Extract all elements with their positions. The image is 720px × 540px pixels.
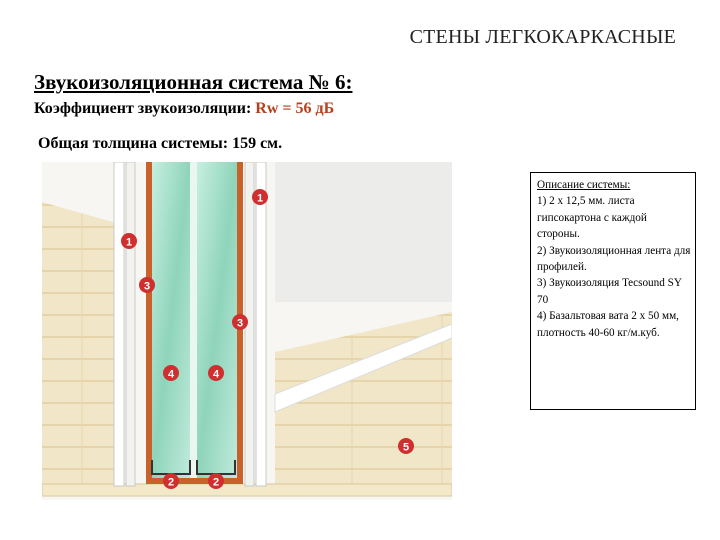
system-title: Звукоизоляционная система № 6: [34, 70, 353, 94]
stud-bottom [146, 478, 243, 484]
description-title: Описание системы: [537, 179, 631, 191]
gypsum-left-outer [114, 162, 124, 486]
description-item-1: 1) 2 х 12,5 мм. листа гипсокартона с каждой стороны. [537, 195, 647, 241]
system-description [530, 172, 696, 410]
coefficient-value: Rw = 56 дБ [255, 100, 335, 117]
insulation-right [197, 162, 237, 478]
marker-1-left [121, 233, 137, 249]
marker-5 [398, 438, 414, 454]
svg-text:3: 3 [236, 317, 244, 330]
wall-system-illustration [42, 162, 452, 500]
description-item-3: 3) Звукоизоляция Tecsound SY 70 [537, 277, 682, 306]
coefficient-label: Коэффициент звукоизоляции: [34, 100, 256, 117]
right-wall [275, 162, 452, 302]
svg-text:1: 1 [125, 236, 133, 249]
marker-3-left [139, 277, 155, 293]
marker-1-right [252, 189, 268, 205]
sound-insulation-coefficient [34, 100, 334, 118]
marker-2-right [208, 473, 224, 489]
section-header: СТЕНЫ ЛЕГКОКАРКАСНЫЕ [409, 26, 676, 48]
system-thickness: Общая толщина системы: 159 см. [38, 135, 283, 152]
insulation-left [152, 162, 190, 478]
svg-text:1: 1 [256, 192, 264, 205]
marker-3-right [232, 314, 248, 330]
gypsum-left-inner [126, 162, 135, 486]
svg-text:2: 2 [167, 476, 175, 489]
description-item-2: 2) Звукоизоляционная лента для профилей. [537, 244, 691, 274]
left-floor [42, 202, 120, 490]
svg-text:3: 3 [143, 280, 151, 293]
marker-4-left [163, 365, 179, 381]
svg-text:4: 4 [167, 368, 175, 381]
marker-2-left [163, 473, 179, 489]
description-item-4: 4) Базальтовая вата 2 х 50 мм, плотность 40-60 кг/м.куб. [537, 310, 679, 339]
svg-text:4: 4 [212, 368, 220, 381]
svg-text:2: 2 [212, 476, 220, 489]
insulation-gap [190, 162, 197, 478]
svg-text:5: 5 [402, 441, 410, 454]
gypsum-right-outer [256, 162, 266, 486]
marker-4-right [208, 365, 224, 381]
stud-left [143, 162, 152, 484]
